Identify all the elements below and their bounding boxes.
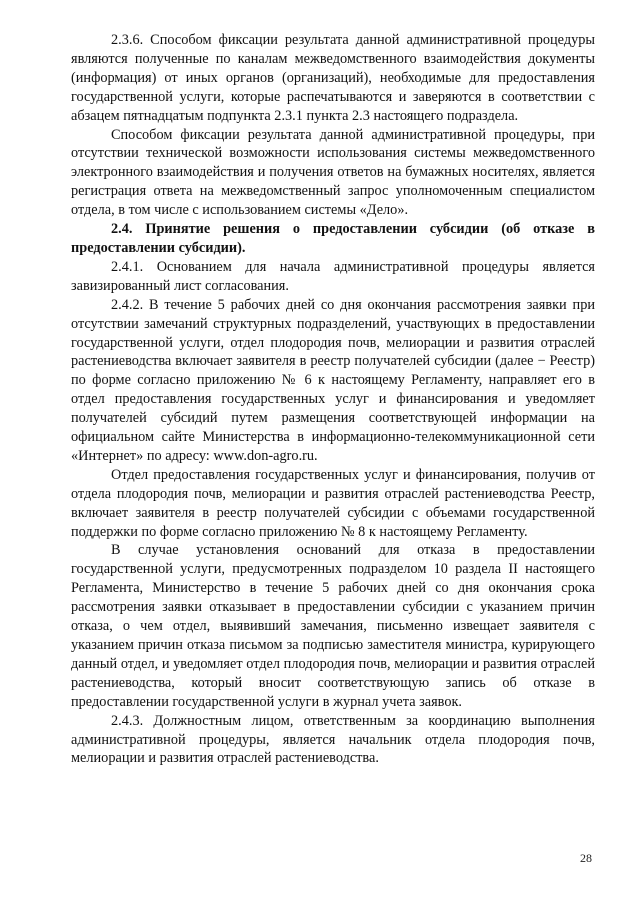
paragraph-fixation-method: Способом фиксации результата данной административной процедуры, при отсутствии технической возможности использования системы межведомственного электронного взаимодействия и получения ответов на бумажных носителях, является регистрация ответа на межведомственный запрос уполномоченным специалистом отдела, в том числе с использованием системы «Дело».	[71, 126, 595, 219]
paragraph-2-4-1: 2.4.1. Основанием для начала административной процедуры является завизированный лист согласования.	[71, 258, 595, 294]
document-page	[71, 31, 595, 768]
paragraph-registry-inclusion: Отдел предоставления государственных услуг и финансирования, получив от отдела плодородия почв, мелиорации и развития отраслей растениеводства Реестр, включает заявителя в реестр получателей субсидии с объемами государственной поддержки по форме согласно приложению № 8 к настоящему Регламенту.	[71, 466, 595, 540]
paragraph-2-3-6: 2.3.6. Способом фиксации результата данной административной процедуры являются полученные по каналам межведомственного взаимодействия документы (информация) от иных органов (организаций), необходимые для предоставления государственной услуги, которые распечатываются и заверяются в соответствии с абзацем пятнадцатым подпункта 2.3.1 пункта 2.3 настоящего подраздела.	[71, 32, 595, 124]
paragraph-2-4-3: 2.4.3. Должностным лицом, ответственным за координацию выполнения административной процедуры, является начальник отдела плодородия почв, мелиорации и развития отраслей растениеводства.	[71, 712, 595, 767]
paragraph-refusal: В случае установления оснований для отказа в предоставлении государственной услуги, предусмотренных подразделом 10 раздела II настоящего Регламента, Министерство в течение 5 рабочих дней со дня окончания срока рассмотрения заявки отказывает в предоставлении субсидии с указанием причин отказа, о чем отдел, выявивший замечания, письменно извещает заявителя с указанием причин отказа письмом за подписью заместителя министра, курирующего данный отдел, и уведомляет отдел плодородия почв, мелиорации и развития отраслей растениеводства, который вносит соответствующую запись об отказе в предоставлении государственной услуги в журнал учета заявок.	[71, 542, 595, 710]
page-number: 28	[580, 851, 592, 865]
paragraph-2-4-2: 2.4.2. В течение 5 рабочих дней со дня окончания рассмотрения заявки при отсутствии замечаний структурных подразделений, участвующих в предоставлении государственной услуги, отдел плодородия почв, мелиорации и развития отраслей растениеводства включает заявителя в реестр получателей субсидии (далее − Реестр) по форме согласно приложению № 6 к настоящему Регламенту, направляет его в отдел предоставления государственных услуг и финансирования и уведомляет получателей субсидий путем размещения соответствующей информации на официальном сайте Министерства в информационно-телекоммуникационной сети «Интернет» по адресу: www.don-agro.ru.	[71, 296, 595, 464]
section-heading-2-4: 2.4. Принятие решения о предоставлении субсидии (об отказе в предоставлении субсидии).	[71, 221, 595, 256]
